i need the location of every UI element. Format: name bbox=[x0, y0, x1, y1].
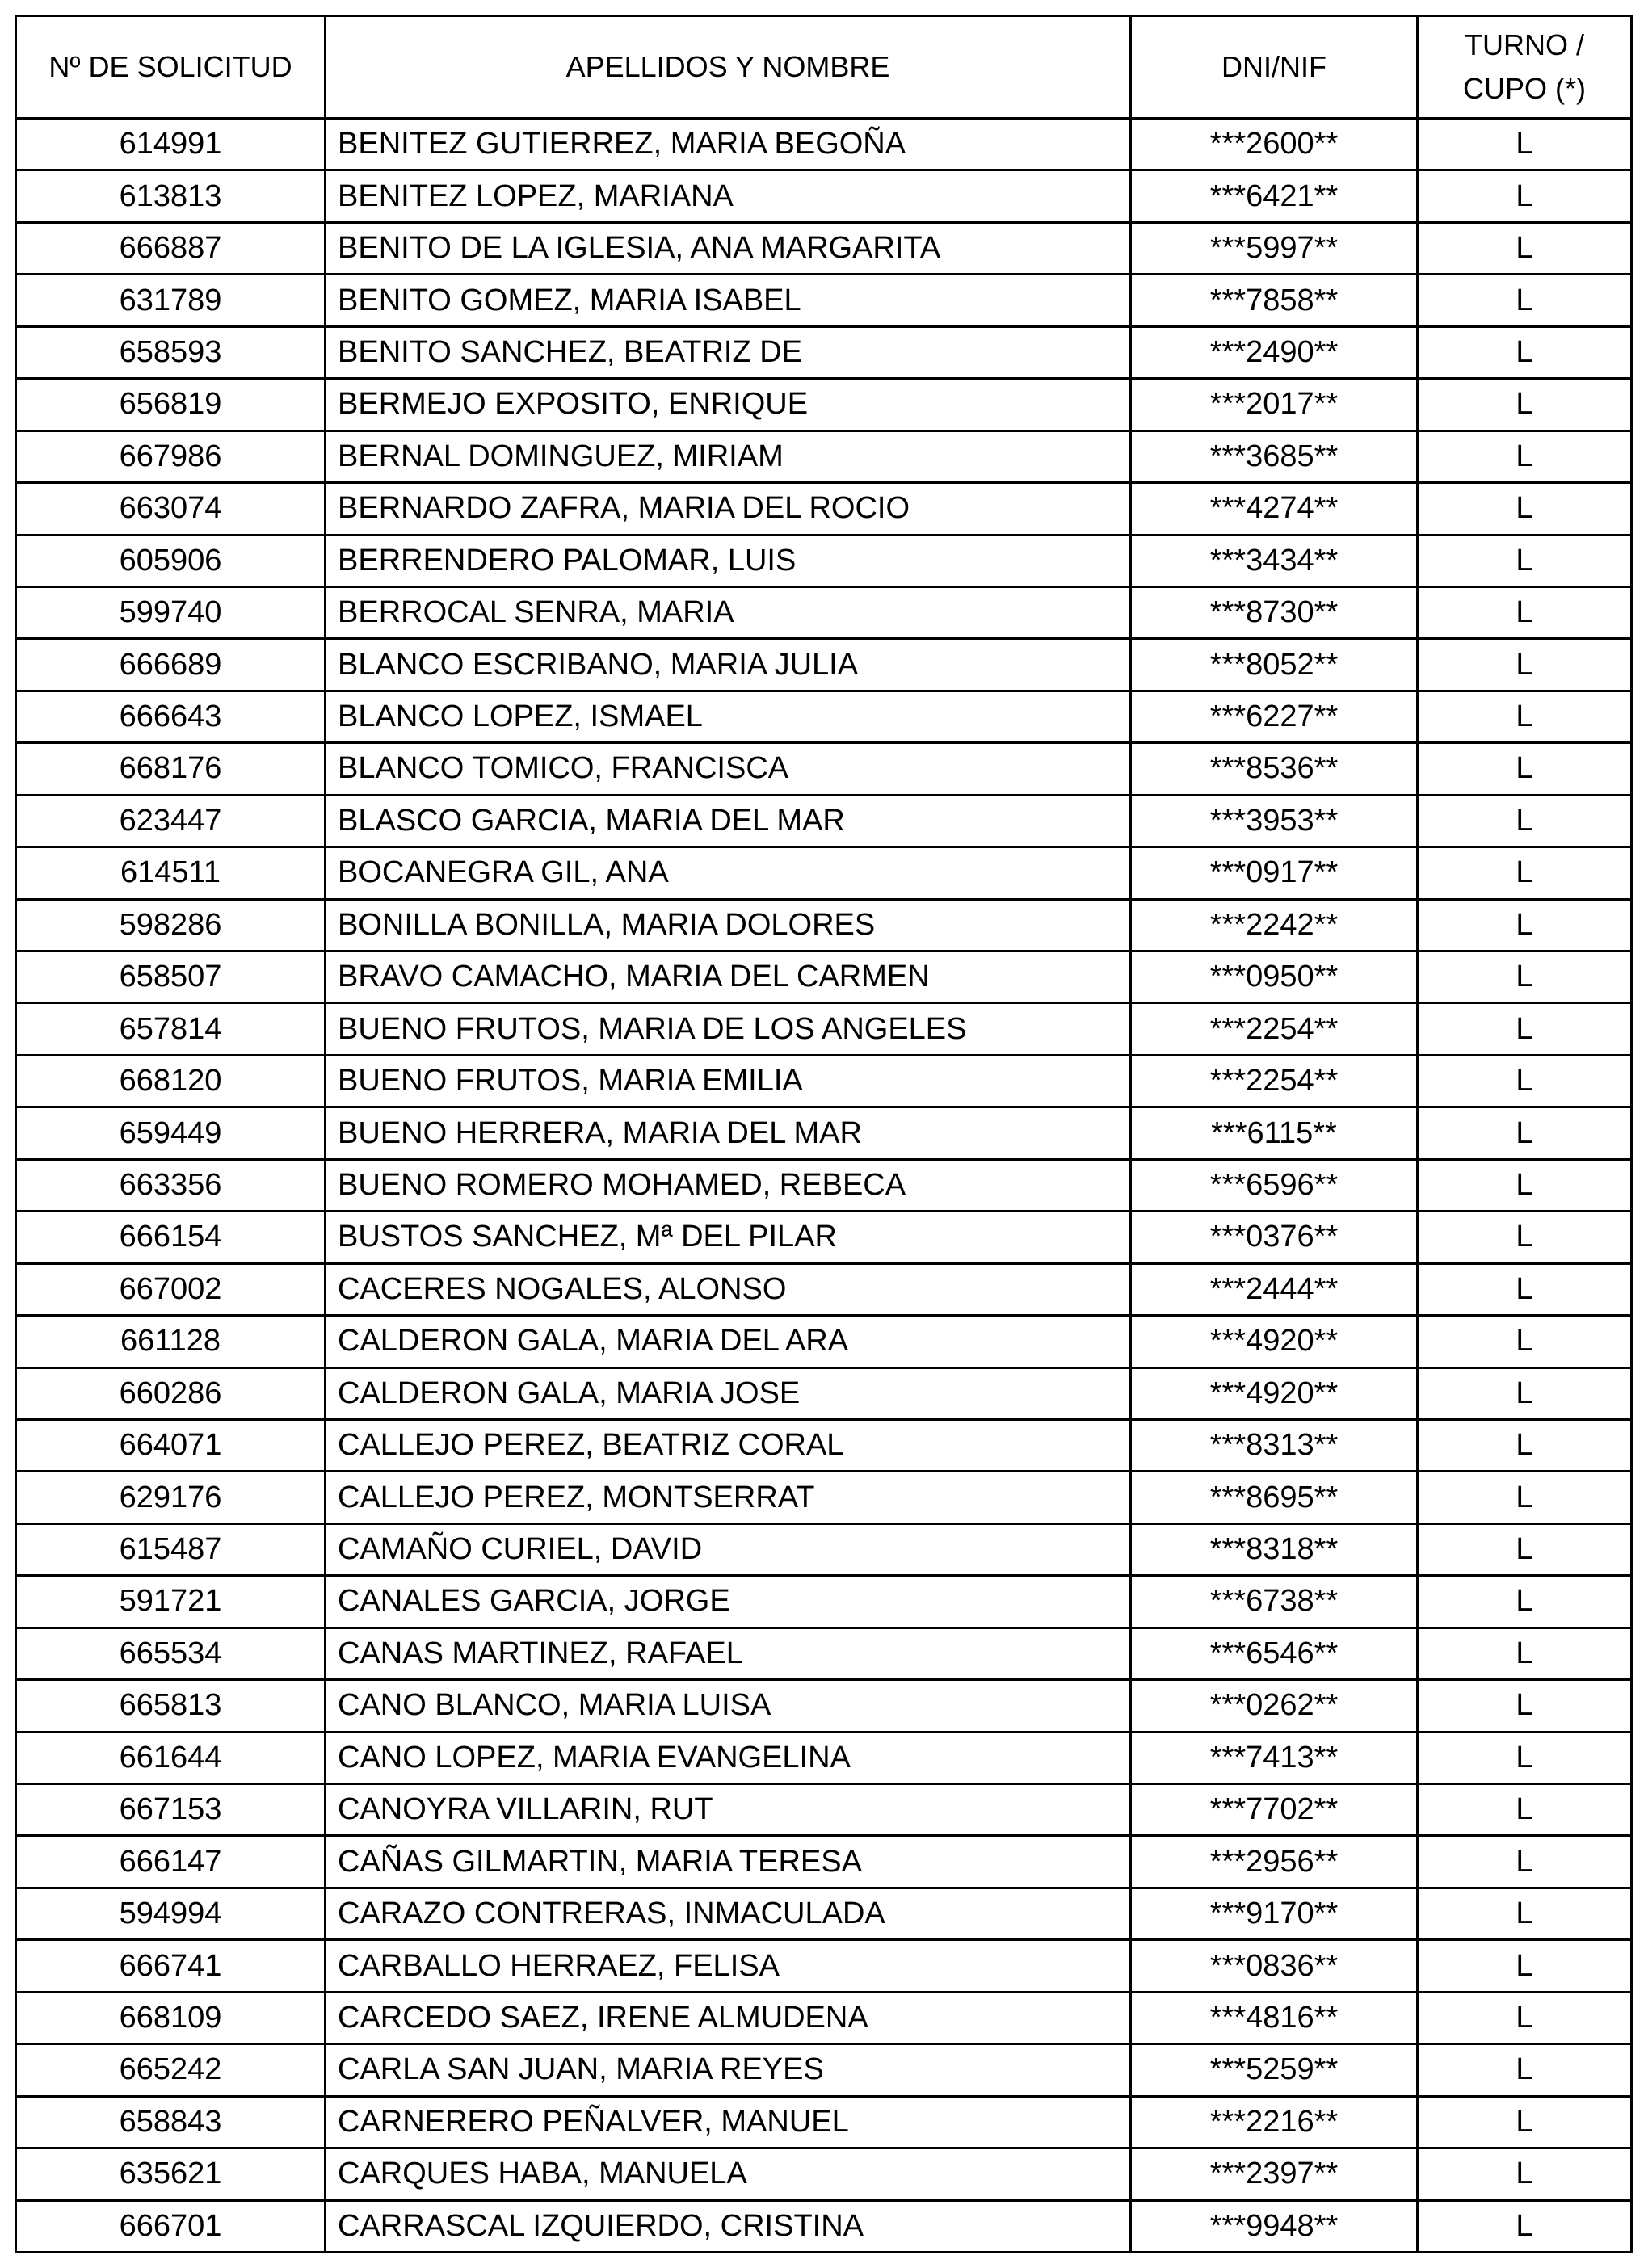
cell-solicitud: 664071 bbox=[16, 1419, 326, 1471]
admitted-list-table bbox=[15, 15, 1633, 2253]
cell-turno: L bbox=[1418, 2044, 1632, 2096]
cell-solicitud: 658843 bbox=[16, 2096, 326, 2148]
table-row bbox=[16, 1107, 1632, 1159]
cell-solicitud: 666887 bbox=[16, 222, 326, 274]
cell-nombre: CACERES NOGALES, ALONSO bbox=[326, 1263, 1131, 1315]
cell-solicitud: 591721 bbox=[16, 1576, 326, 1628]
cell-nombre: CARLA SAN JUAN, MARIA REYES bbox=[326, 2044, 1131, 2096]
table-row bbox=[16, 691, 1632, 742]
table-row bbox=[16, 1263, 1632, 1315]
header-solicitud: Nº DE SOLICITUD bbox=[16, 16, 326, 119]
cell-turno: L bbox=[1418, 1523, 1632, 1575]
cell-dni: ***8318** bbox=[1131, 1523, 1418, 1575]
cell-nombre: CANALES GARCIA, JORGE bbox=[326, 1576, 1131, 1628]
cell-solicitud: 666689 bbox=[16, 639, 326, 691]
cell-dni: ***2397** bbox=[1131, 2148, 1418, 2200]
table-row bbox=[16, 1992, 1632, 2043]
table-row bbox=[16, 1523, 1632, 1575]
cell-dni: ***6227** bbox=[1131, 691, 1418, 742]
cell-nombre: BLASCO GARCIA, MARIA DEL MAR bbox=[326, 795, 1131, 846]
cell-turno: L bbox=[1418, 2148, 1632, 2200]
cell-solicitud: 659449 bbox=[16, 1107, 326, 1159]
table-row bbox=[16, 1836, 1632, 1888]
cell-nombre: BENITO DE LA IGLESIA, ANA MARGARITA bbox=[326, 222, 1131, 274]
cell-nombre: CANOYRA VILLARIN, RUT bbox=[326, 1784, 1131, 1836]
cell-dni: ***3953** bbox=[1131, 795, 1418, 846]
cell-dni: ***0262** bbox=[1131, 1680, 1418, 1732]
cell-solicitud: 615487 bbox=[16, 1523, 326, 1575]
cell-solicitud: 598286 bbox=[16, 899, 326, 951]
header-turno-line1: TURNO / bbox=[1465, 28, 1584, 61]
cell-dni: ***4920** bbox=[1131, 1316, 1418, 1367]
cell-dni: ***4920** bbox=[1131, 1367, 1418, 1419]
table-row bbox=[16, 170, 1632, 222]
table-body bbox=[16, 119, 1632, 2253]
cell-solicitud: 668120 bbox=[16, 1055, 326, 1107]
cell-dni: ***8536** bbox=[1131, 743, 1418, 795]
cell-solicitud: 663074 bbox=[16, 483, 326, 535]
cell-dni: ***2242** bbox=[1131, 899, 1418, 951]
cell-turno: L bbox=[1418, 1680, 1632, 1732]
cell-nombre: BERNAL DOMINGUEZ, MIRIAM bbox=[326, 430, 1131, 482]
cell-nombre: CARBALLO HERRAEZ, FELISA bbox=[326, 1940, 1131, 1992]
cell-nombre: BENITEZ LOPEZ, MARIANA bbox=[326, 170, 1131, 222]
cell-nombre: BUENO FRUTOS, MARIA EMILIA bbox=[326, 1055, 1131, 1107]
cell-nombre: BUSTOS SANCHEZ, Mª DEL PILAR bbox=[326, 1212, 1131, 1263]
cell-turno: L bbox=[1418, 1576, 1632, 1628]
cell-nombre: BLANCO ESCRIBANO, MARIA JULIA bbox=[326, 639, 1131, 691]
table-row bbox=[16, 1940, 1632, 1992]
table-row bbox=[16, 1419, 1632, 1471]
cell-turno: L bbox=[1418, 379, 1632, 430]
cell-dni: ***8730** bbox=[1131, 586, 1418, 638]
cell-dni: ***2254** bbox=[1131, 1003, 1418, 1055]
cell-nombre: BRAVO CAMACHO, MARIA DEL CARMEN bbox=[326, 951, 1131, 1003]
cell-turno: L bbox=[1418, 2200, 1632, 2253]
cell-solicitud: 665813 bbox=[16, 1680, 326, 1732]
cell-turno: L bbox=[1418, 951, 1632, 1003]
table-row bbox=[16, 2200, 1632, 2253]
cell-nombre: CANAS MARTINEZ, RAFAEL bbox=[326, 1628, 1131, 1679]
cell-nombre: BOCANEGRA GIL, ANA bbox=[326, 847, 1131, 899]
cell-dni: ***3434** bbox=[1131, 535, 1418, 586]
cell-nombre: CANO LOPEZ, MARIA EVANGELINA bbox=[326, 1732, 1131, 1783]
table-row bbox=[16, 326, 1632, 378]
table-header bbox=[16, 16, 1632, 119]
table-row bbox=[16, 586, 1632, 638]
table-row bbox=[16, 2148, 1632, 2200]
cell-nombre: BERNARDO ZAFRA, MARIA DEL ROCIO bbox=[326, 483, 1131, 535]
cell-turno: L bbox=[1418, 222, 1632, 274]
cell-turno: L bbox=[1418, 1732, 1632, 1783]
cell-nombre: CARRASCAL IZQUIERDO, CRISTINA bbox=[326, 2200, 1131, 2253]
table-row bbox=[16, 639, 1632, 691]
cell-dni: ***2600** bbox=[1131, 119, 1418, 170]
cell-solicitud: 667986 bbox=[16, 430, 326, 482]
cell-dni: ***6596** bbox=[1131, 1159, 1418, 1211]
cell-solicitud: 657814 bbox=[16, 1003, 326, 1055]
header-nombre: APELLIDOS Y NOMBRE bbox=[326, 16, 1131, 119]
cell-solicitud: 613813 bbox=[16, 170, 326, 222]
cell-nombre: BLANCO LOPEZ, ISMAEL bbox=[326, 691, 1131, 742]
cell-dni: ***9170** bbox=[1131, 1888, 1418, 1939]
table-row bbox=[16, 430, 1632, 482]
cell-turno: L bbox=[1418, 1472, 1632, 1523]
cell-turno: L bbox=[1418, 1263, 1632, 1315]
cell-turno: L bbox=[1418, 847, 1632, 899]
table-row bbox=[16, 1367, 1632, 1419]
cell-turno: L bbox=[1418, 119, 1632, 170]
cell-turno: L bbox=[1418, 1212, 1632, 1263]
cell-turno: L bbox=[1418, 795, 1632, 846]
cell-dni: ***8052** bbox=[1131, 639, 1418, 691]
table-row bbox=[16, 119, 1632, 170]
cell-nombre: BONILLA BONILLA, MARIA DOLORES bbox=[326, 899, 1131, 951]
cell-nombre: CARCEDO SAEZ, IRENE ALMUDENA bbox=[326, 1992, 1131, 2043]
cell-solicitud: 629176 bbox=[16, 1472, 326, 1523]
cell-dni: ***0950** bbox=[1131, 951, 1418, 1003]
cell-dni: ***5997** bbox=[1131, 222, 1418, 274]
table-row bbox=[16, 1784, 1632, 1836]
cell-solicitud: 661128 bbox=[16, 1316, 326, 1367]
cell-turno: L bbox=[1418, 170, 1632, 222]
cell-dni: ***7858** bbox=[1131, 275, 1418, 326]
cell-nombre: BENITO GOMEZ, MARIA ISABEL bbox=[326, 275, 1131, 326]
cell-dni: ***2444** bbox=[1131, 1263, 1418, 1315]
cell-nombre: BENITO SANCHEZ, BEATRIZ DE bbox=[326, 326, 1131, 378]
cell-dni: ***0917** bbox=[1131, 847, 1418, 899]
header-turno-line2: CUPO (*) bbox=[1463, 72, 1586, 105]
cell-turno: L bbox=[1418, 691, 1632, 742]
cell-dni: ***6115** bbox=[1131, 1107, 1418, 1159]
cell-nombre: CARAZO CONTRERAS, INMACULADA bbox=[326, 1888, 1131, 1939]
cell-solicitud: 660286 bbox=[16, 1367, 326, 1419]
table-row bbox=[16, 1472, 1632, 1523]
cell-turno: L bbox=[1418, 1367, 1632, 1419]
table-row bbox=[16, 899, 1632, 951]
cell-dni: ***9948** bbox=[1131, 2200, 1418, 2253]
table-row bbox=[16, 951, 1632, 1003]
cell-turno: L bbox=[1418, 1888, 1632, 1939]
cell-solicitud: 667002 bbox=[16, 1263, 326, 1315]
cell-solicitud: 614511 bbox=[16, 847, 326, 899]
table-row bbox=[16, 1888, 1632, 1939]
cell-solicitud: 623447 bbox=[16, 795, 326, 846]
cell-turno: L bbox=[1418, 1628, 1632, 1679]
cell-nombre: BENITEZ GUTIERREZ, MARIA BEGOÑA bbox=[326, 119, 1131, 170]
cell-turno: L bbox=[1418, 1316, 1632, 1367]
cell-dni: ***7413** bbox=[1131, 1732, 1418, 1783]
table-row bbox=[16, 1212, 1632, 1263]
cell-dni: ***8313** bbox=[1131, 1419, 1418, 1471]
cell-dni: ***2254** bbox=[1131, 1055, 1418, 1107]
header-dni: DNI/NIF bbox=[1131, 16, 1418, 119]
cell-turno: L bbox=[1418, 1836, 1632, 1888]
table-row bbox=[16, 847, 1632, 899]
cell-dni: ***6421** bbox=[1131, 170, 1418, 222]
table-row bbox=[16, 275, 1632, 326]
cell-nombre: CAÑAS GILMARTIN, MARIA TERESA bbox=[326, 1836, 1131, 1888]
cell-nombre: CANO BLANCO, MARIA LUISA bbox=[326, 1680, 1131, 1732]
cell-nombre: CALDERON GALA, MARIA JOSE bbox=[326, 1367, 1131, 1419]
cell-dni: ***7702** bbox=[1131, 1784, 1418, 1836]
cell-turno: L bbox=[1418, 899, 1632, 951]
header-row bbox=[16, 16, 1632, 119]
table-row bbox=[16, 1055, 1632, 1107]
cell-turno: L bbox=[1418, 1055, 1632, 1107]
table-row bbox=[16, 483, 1632, 535]
cell-turno: L bbox=[1418, 1419, 1632, 1471]
table-row bbox=[16, 2044, 1632, 2096]
table-row bbox=[16, 222, 1632, 274]
cell-dni: ***5259** bbox=[1131, 2044, 1418, 2096]
table-row bbox=[16, 1576, 1632, 1628]
cell-turno: L bbox=[1418, 743, 1632, 795]
cell-dni: ***8695** bbox=[1131, 1472, 1418, 1523]
cell-nombre: CARQUES HABA, MANUELA bbox=[326, 2148, 1131, 2200]
cell-dni: ***2216** bbox=[1131, 2096, 1418, 2148]
cell-solicitud: 666741 bbox=[16, 1940, 326, 1992]
cell-turno: L bbox=[1418, 275, 1632, 326]
cell-turno: L bbox=[1418, 1159, 1632, 1211]
cell-solicitud: 668176 bbox=[16, 743, 326, 795]
cell-turno: L bbox=[1418, 326, 1632, 378]
cell-solicitud: 668109 bbox=[16, 1992, 326, 2043]
table-row bbox=[16, 535, 1632, 586]
cell-dni: ***0376** bbox=[1131, 1212, 1418, 1263]
cell-dni: ***6546** bbox=[1131, 1628, 1418, 1679]
cell-solicitud: 658507 bbox=[16, 951, 326, 1003]
cell-solicitud: 656819 bbox=[16, 379, 326, 430]
table-row bbox=[16, 1003, 1632, 1055]
cell-nombre: CALLEJO PEREZ, BEATRIZ CORAL bbox=[326, 1419, 1131, 1471]
cell-turno: L bbox=[1418, 1940, 1632, 1992]
table-row bbox=[16, 379, 1632, 430]
cell-nombre: BERRENDERO PALOMAR, LUIS bbox=[326, 535, 1131, 586]
cell-solicitud: 631789 bbox=[16, 275, 326, 326]
cell-turno: L bbox=[1418, 430, 1632, 482]
table-row bbox=[16, 1316, 1632, 1367]
cell-nombre: CARNERERO PEÑALVER, MANUEL bbox=[326, 2096, 1131, 2148]
table-row bbox=[16, 743, 1632, 795]
cell-nombre: CALDERON GALA, MARIA DEL ARA bbox=[326, 1316, 1131, 1367]
cell-turno: L bbox=[1418, 639, 1632, 691]
cell-nombre: CALLEJO PEREZ, MONTSERRAT bbox=[326, 1472, 1131, 1523]
table-row bbox=[16, 1680, 1632, 1732]
cell-dni: ***2956** bbox=[1131, 1836, 1418, 1888]
cell-nombre: CAMAÑO CURIEL, DAVID bbox=[326, 1523, 1131, 1575]
cell-solicitud: 665242 bbox=[16, 2044, 326, 2096]
cell-solicitud: 667153 bbox=[16, 1784, 326, 1836]
cell-turno: L bbox=[1418, 1992, 1632, 2043]
cell-solicitud: 658593 bbox=[16, 326, 326, 378]
cell-solicitud: 663356 bbox=[16, 1159, 326, 1211]
table-row bbox=[16, 1732, 1632, 1783]
cell-dni: ***4274** bbox=[1131, 483, 1418, 535]
cell-dni: ***0836** bbox=[1131, 1940, 1418, 1992]
cell-solicitud: 666701 bbox=[16, 2200, 326, 2253]
cell-nombre: BUENO HERRERA, MARIA DEL MAR bbox=[326, 1107, 1131, 1159]
cell-turno: L bbox=[1418, 2096, 1632, 2148]
cell-dni: ***3685** bbox=[1131, 430, 1418, 482]
cell-turno: L bbox=[1418, 586, 1632, 638]
cell-dni: ***6738** bbox=[1131, 1576, 1418, 1628]
cell-solicitud: 594994 bbox=[16, 1888, 326, 1939]
cell-turno: L bbox=[1418, 1784, 1632, 1836]
cell-solicitud: 665534 bbox=[16, 1628, 326, 1679]
cell-solicitud: 605906 bbox=[16, 535, 326, 586]
cell-dni: ***4816** bbox=[1131, 1992, 1418, 2043]
header-turno bbox=[1418, 16, 1632, 119]
cell-nombre: BERROCAL SENRA, MARIA bbox=[326, 586, 1131, 638]
cell-nombre: BUENO FRUTOS, MARIA DE LOS ANGELES bbox=[326, 1003, 1131, 1055]
cell-nombre: BERMEJO EXPOSITO, ENRIQUE bbox=[326, 379, 1131, 430]
cell-dni: ***2490** bbox=[1131, 326, 1418, 378]
cell-nombre: BUENO ROMERO MOHAMED, REBECA bbox=[326, 1159, 1131, 1211]
table-row bbox=[16, 2096, 1632, 2148]
table-row bbox=[16, 795, 1632, 846]
cell-turno: L bbox=[1418, 1003, 1632, 1055]
cell-nombre: BLANCO TOMICO, FRANCISCA bbox=[326, 743, 1131, 795]
cell-turno: L bbox=[1418, 483, 1632, 535]
cell-solicitud: 666154 bbox=[16, 1212, 326, 1263]
cell-solicitud: 599740 bbox=[16, 586, 326, 638]
table-row bbox=[16, 1159, 1632, 1211]
cell-solicitud: 666643 bbox=[16, 691, 326, 742]
cell-solicitud: 666147 bbox=[16, 1836, 326, 1888]
cell-solicitud: 614991 bbox=[16, 119, 326, 170]
cell-dni: ***2017** bbox=[1131, 379, 1418, 430]
cell-turno: L bbox=[1418, 535, 1632, 586]
cell-solicitud: 661644 bbox=[16, 1732, 326, 1783]
cell-turno: L bbox=[1418, 1107, 1632, 1159]
table-row bbox=[16, 1628, 1632, 1679]
cell-solicitud: 635621 bbox=[16, 2148, 326, 2200]
